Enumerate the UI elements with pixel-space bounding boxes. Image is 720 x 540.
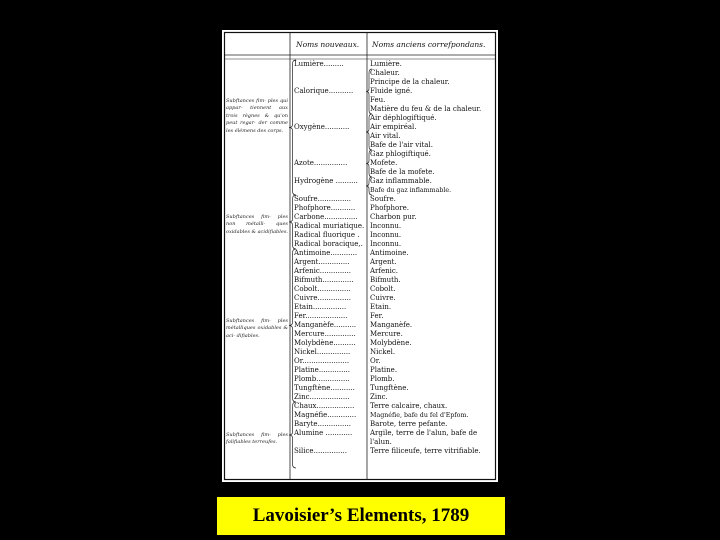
group-label-universal: Subftances fim- ples qui appar- tiennent aux trois règnes & qu'on peut regar- der comme les élémens des corps. — [226, 98, 288, 134]
old-name: Inconnu. — [370, 231, 402, 239]
new-name: Magnéfie............. — [294, 411, 357, 419]
old-name: Fluide igné. — [370, 87, 413, 95]
new-name — [294, 186, 366, 195]
new-name: Azote............... — [294, 159, 348, 167]
new-name — [294, 105, 366, 114]
old-name: Air déphlogiftiqué. — [370, 114, 437, 122]
new-name: Oxygène........... — [294, 123, 350, 131]
old-name: Soufre. — [370, 195, 396, 203]
new-name — [294, 96, 366, 105]
old-name: Phofphore. — [370, 204, 409, 212]
old-name: Arfenic. — [370, 267, 399, 275]
new-name — [294, 69, 366, 78]
new-name: Cuivre............... — [294, 294, 351, 302]
old-name: Manganèfe. — [370, 321, 413, 329]
new-name: Mercure.............. — [294, 330, 356, 338]
new-name: Cobolt............... — [294, 285, 351, 293]
new-name: Carbone............... — [294, 213, 358, 221]
old-name: Inconnu. — [370, 240, 402, 248]
old-name: Etain. — [370, 303, 392, 311]
old-name: Platine. — [370, 366, 398, 374]
old-name: Argent. — [370, 258, 397, 266]
old-name: Bifmuth. — [370, 276, 401, 284]
old-name: Argile, terre de l'alun, bafe de l'alun. — [370, 429, 478, 446]
old-name: Feu. — [370, 96, 386, 104]
old-name: Or. — [370, 357, 381, 365]
new-name: Manganèfe.......... — [294, 321, 357, 329]
old-name: Antimoine. — [370, 249, 409, 257]
header-old-names: Noms anciens correfpondans. — [372, 40, 486, 49]
group-label-earthy: Subftances fim- ples falifiables terreufes. — [226, 432, 288, 446]
old-name: Mofete. — [370, 159, 398, 167]
new-name: Etain............... — [294, 303, 347, 311]
new-name: Fer................... — [294, 312, 348, 320]
new-name: Nickel............... — [294, 348, 351, 356]
old-name: Nickel. — [370, 348, 396, 356]
old-name: Air vital. — [370, 132, 401, 140]
old-name: Fer. — [370, 312, 384, 320]
header-new-names: Noms nouveaux. — [296, 40, 360, 49]
new-name — [294, 141, 366, 150]
old-name: Molybdène. — [370, 339, 412, 347]
new-name: Baryte............... — [294, 420, 351, 428]
new-name: Or..................... — [294, 357, 350, 365]
old-name: Zinc. — [370, 393, 388, 401]
old-name: Bafe de la mofete. — [370, 168, 435, 176]
new-name: Bifmuth.............. — [294, 276, 354, 284]
old-name: Lumière. — [370, 60, 402, 68]
new-name: Chaux................. — [294, 402, 355, 410]
group-label-metallic: Subftances fim- ples métalliques oxidables & aci- difiables. — [226, 318, 288, 339]
new-name: Molybdène.......... — [294, 339, 356, 347]
old-name: Charbon pur. — [370, 213, 417, 221]
old-name: Cuivre. — [370, 294, 396, 302]
old-name: Barote, terre pefante. — [370, 420, 448, 428]
group-label-non-metallic: Subftances fim- ples non métalli- ques oxidables & acidifiables. — [226, 214, 288, 235]
old-name: Bafe de l'air vital. — [370, 141, 433, 149]
new-name: Phofphore........... — [294, 204, 356, 212]
old-name: Terre filiceufe, terre vitrifiable. — [370, 447, 481, 455]
old-name: Chaleur. — [370, 69, 400, 77]
new-name — [294, 78, 366, 87]
new-name: Alumine ............ — [294, 429, 353, 437]
old-name: Principe de la chaleur. — [370, 78, 450, 86]
new-name: Arfenic.............. — [294, 267, 351, 275]
new-name: Zinc.................. — [294, 393, 350, 401]
new-name: Tungftène........... — [294, 384, 355, 392]
element-table-page — [222, 30, 498, 482]
new-name: Hydrogène .......... — [294, 177, 358, 185]
old-name: Gaz inflammable. — [370, 177, 432, 185]
new-name — [294, 150, 366, 159]
new-name — [294, 132, 366, 141]
old-name: Matière du feu & de la chaleur. — [370, 105, 482, 113]
slide-caption: Lavoisier’s Elements, 1789 — [217, 497, 505, 535]
old-name: Air empiréal. — [370, 123, 417, 131]
new-name: Soufre............... — [294, 195, 351, 203]
new-name: Silice............... — [294, 447, 347, 455]
old-name: Magnéfie, bafe du fel d'Epfom. — [370, 412, 469, 419]
new-name: Lumière......... — [294, 60, 344, 68]
old-name: Bafe du gaz inflammable. — [370, 187, 452, 194]
old-name: Tungftène. — [370, 384, 409, 392]
old-name: Cobolt. — [370, 285, 396, 293]
new-name: Platine.............. — [294, 366, 350, 374]
new-name: Radical fluorique . — [294, 231, 360, 239]
new-name: Radical muriatique. — [294, 222, 365, 230]
old-name: Inconnu. — [370, 222, 402, 230]
new-name: Calorique........... — [294, 87, 354, 95]
old-name: Gaz phlogiftiqué. — [370, 150, 431, 158]
new-name — [294, 168, 366, 177]
old-name: Plomb. — [370, 375, 395, 383]
new-name — [294, 114, 366, 123]
new-name: Argent.............. — [294, 258, 350, 266]
new-name: Radical boracique,. — [294, 240, 363, 248]
new-name: Antimoine............ — [294, 249, 358, 257]
old-name: Terre calcaire, chaux. — [370, 402, 448, 410]
new-name: Plomb............... — [294, 375, 350, 383]
old-name: Mercure. — [370, 330, 403, 338]
